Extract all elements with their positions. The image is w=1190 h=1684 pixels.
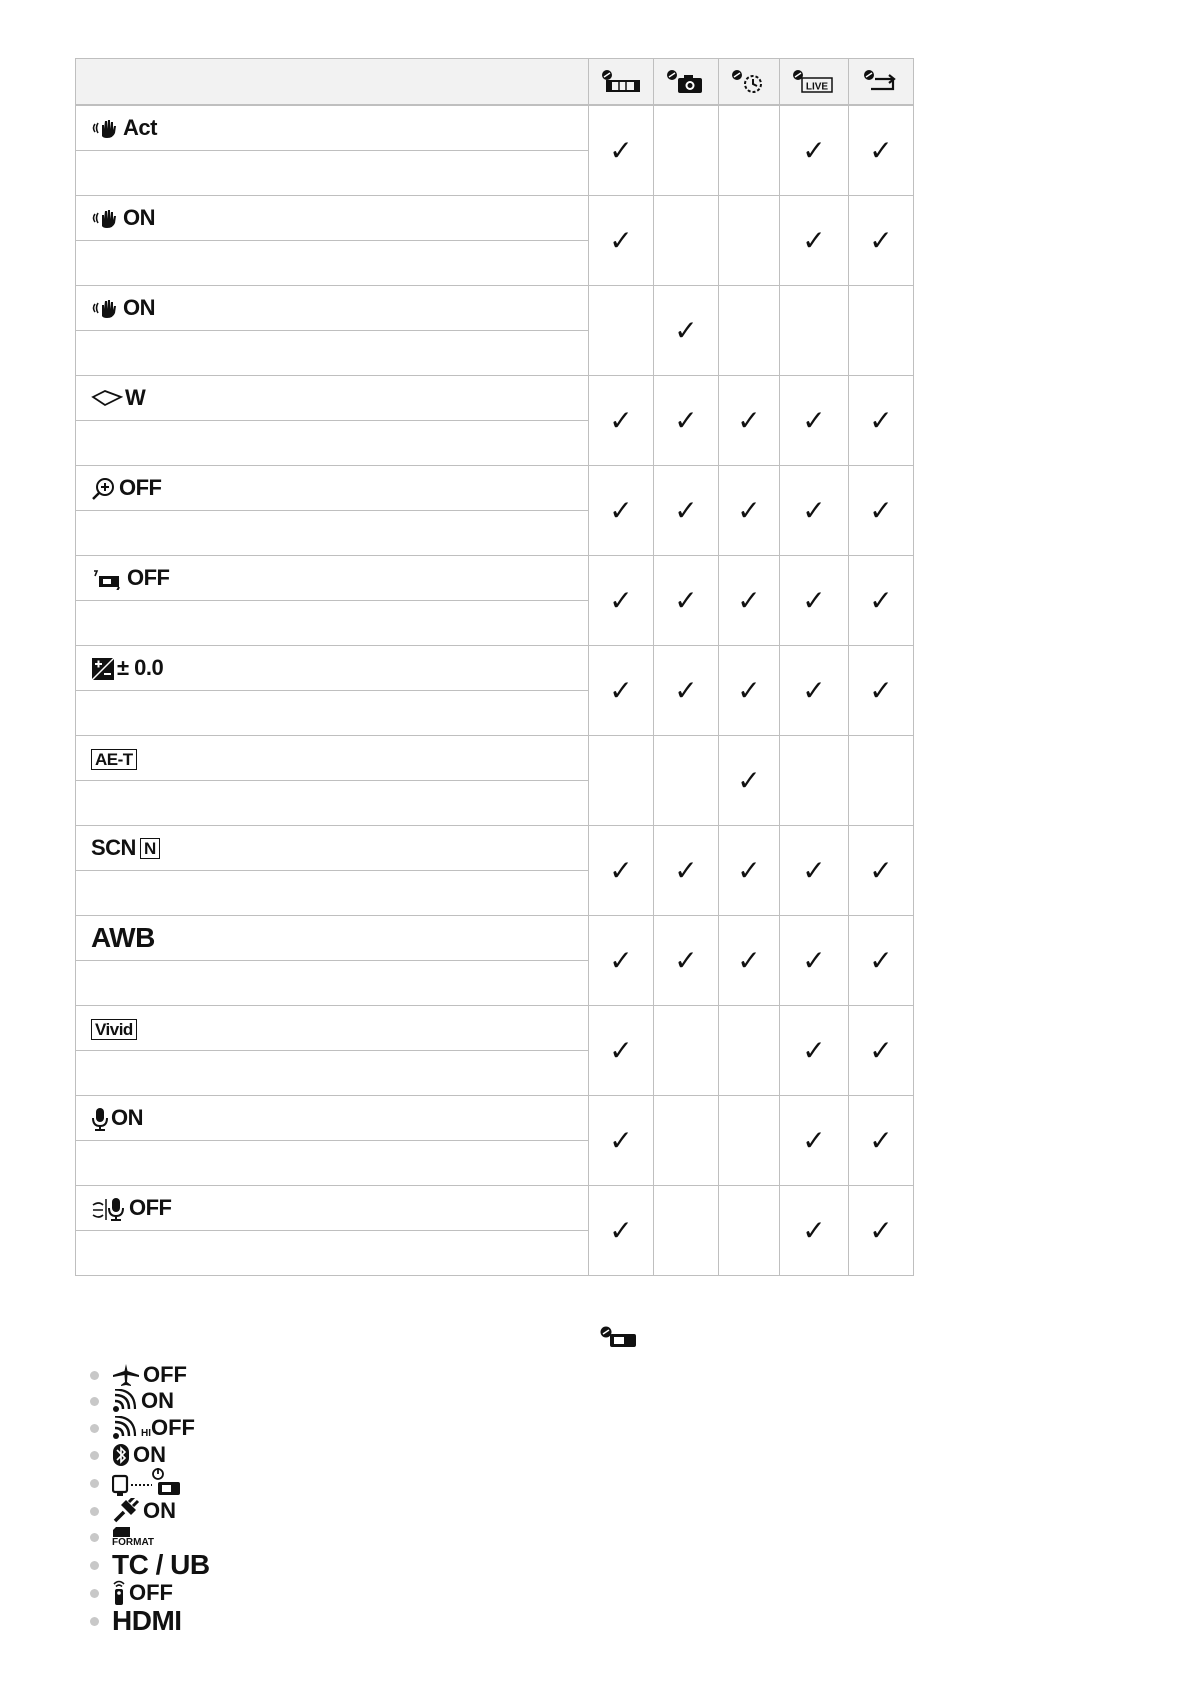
check-cell-live-streaming-mode: [780, 376, 849, 466]
check-cell-interval-photo-mode: [719, 1006, 780, 1096]
check-mark: ✓: [802, 225, 826, 256]
check-mark: ✓: [737, 585, 761, 616]
check-cell-movie-mode: [589, 826, 654, 916]
setting-value: ON: [123, 205, 155, 231]
check-cell-movie-mode: [589, 286, 654, 376]
check-cell-movie-mode: [589, 916, 654, 1006]
check-mark: ✓: [869, 135, 893, 166]
check-cell-photo-mode: [654, 1186, 719, 1276]
table-row: [76, 1186, 914, 1231]
check-cell-movie-mode: [589, 105, 654, 196]
header-photo-mode: [654, 59, 719, 106]
check-cell-photo-mode: [654, 646, 719, 736]
list-item: [88, 1414, 210, 1442]
check-mark: ✓: [674, 855, 698, 886]
check-mark: ✓: [802, 135, 826, 166]
check-cell-photo-mode: [654, 105, 719, 196]
loop-recording-icon: [849, 69, 913, 95]
check-mark: ✓: [609, 945, 633, 976]
check-cell-loop-recording-mode: [849, 1006, 914, 1096]
list-item: [88, 1468, 210, 1498]
check-cell-live-streaming-mode: [780, 646, 849, 736]
table-row: [76, 466, 914, 511]
check-mark: ✓: [609, 1035, 633, 1066]
setting-label: [76, 466, 589, 511]
check-mark: ✓: [869, 1125, 893, 1156]
check-cell-movie-mode: [589, 1096, 654, 1186]
setting-description: [76, 241, 589, 286]
setting-label: [76, 826, 589, 871]
check-cell-loop-recording-mode: [849, 826, 914, 916]
check-mark: ✓: [869, 855, 893, 886]
check-cell-loop-recording-mode: [849, 1186, 914, 1276]
setting-value: W: [125, 385, 146, 411]
list-item: [88, 1388, 210, 1414]
check-cell-photo-mode: [654, 466, 719, 556]
setting-label: [76, 556, 589, 601]
bullet-label: OFF: [129, 1580, 173, 1605]
check-cell-interval-photo-mode: [719, 1186, 780, 1276]
setting-label: [76, 1096, 589, 1141]
check-mark: ✓: [674, 585, 698, 616]
setting-label: [76, 1006, 589, 1051]
check-mark: ✓: [609, 135, 633, 166]
setting-value: AWB: [91, 922, 155, 953]
header-loop-recording-mode: [849, 59, 914, 106]
check-mark: ✓: [737, 495, 761, 526]
setting-value: OFF: [119, 475, 162, 501]
check-cell-live-streaming-mode: [780, 196, 849, 286]
setting-label: [76, 376, 589, 421]
list-item: [88, 1550, 210, 1580]
check-mark: ✓: [609, 1125, 633, 1156]
settings-table: [75, 58, 914, 1276]
photo-mode-icon: [654, 69, 718, 95]
check-cell-live-streaming-mode: [780, 1096, 849, 1186]
check-cell-live-streaming-mode: [780, 736, 849, 826]
check-mark: ✓: [869, 675, 893, 706]
flip-icon: [91, 568, 125, 590]
setting-value: OFF: [127, 565, 170, 591]
check-cell-live-streaming-mode: [780, 916, 849, 1006]
gps-icon: [112, 1498, 140, 1524]
table-row: [76, 1096, 914, 1141]
check-mark: ✓: [674, 495, 698, 526]
setting-value: Act: [123, 115, 157, 141]
steadyshot-icon: [91, 298, 121, 320]
zoom-setting-icon: [91, 477, 117, 501]
list-item: [88, 1524, 210, 1550]
check-cell-photo-mode: [654, 376, 719, 466]
check-cell-movie-mode: [589, 646, 654, 736]
setting-label: [76, 105, 589, 151]
table-row: [76, 916, 914, 961]
bullet-label: OFF: [151, 1415, 195, 1440]
check-cell-movie-mode: [589, 736, 654, 826]
list-item: [88, 1580, 210, 1606]
check-mark: ✓: [737, 855, 761, 886]
wifi-icon: [112, 1389, 138, 1413]
setting-description: [76, 601, 589, 646]
check-mark: ✓: [674, 945, 698, 976]
list-item: [88, 1442, 210, 1468]
check-cell-interval-photo-mode: [719, 916, 780, 1006]
table-row: [76, 376, 914, 421]
check-mark: ✓: [869, 1035, 893, 1066]
check-cell-interval-photo-mode: [719, 376, 780, 466]
setting-label: [76, 916, 589, 961]
interval-photo-icon: [719, 69, 779, 95]
bullet-label: TC / UB: [112, 1549, 210, 1580]
check-cell-interval-photo-mode: [719, 826, 780, 916]
check-mark: ✓: [737, 675, 761, 706]
check-mark: ✓: [737, 945, 761, 976]
check-mark: ✓: [802, 945, 826, 976]
setting-description: [76, 421, 589, 466]
check-mark: ✓: [802, 585, 826, 616]
bullet-label: ON: [133, 1442, 166, 1467]
check-cell-photo-mode: [654, 736, 719, 826]
check-mark: ✓: [802, 1125, 826, 1156]
bullet-label: HDMI: [112, 1605, 182, 1636]
table-row: [76, 646, 914, 691]
setting-value: SCN: [91, 835, 136, 861]
check-cell-interval-photo-mode: [719, 646, 780, 736]
check-mark: ✓: [737, 405, 761, 436]
table-row: [76, 826, 914, 871]
bullet-label: ON: [143, 1498, 176, 1523]
check-mark: ✓: [674, 675, 698, 706]
wifi-hi-icon: [112, 1416, 138, 1440]
angle-setting-icon: [91, 389, 123, 409]
check-mark: ✓: [609, 585, 633, 616]
check-cell-movie-mode: [589, 466, 654, 556]
setting-description: [76, 961, 589, 1006]
setting-description: [76, 331, 589, 376]
list-item: [88, 1498, 210, 1524]
camera-settings-icon: [600, 1326, 640, 1353]
header-movie-mode: [589, 59, 654, 106]
setting-description: [76, 871, 589, 916]
setting-description: [76, 691, 589, 736]
setting-description: [76, 511, 589, 556]
check-mark: ✓: [737, 765, 761, 796]
check-mark: ✓: [609, 855, 633, 886]
check-cell-loop-recording-mode: [849, 196, 914, 286]
setting-description: [76, 1231, 589, 1276]
check-mark: ✓: [674, 315, 698, 346]
setting-label: [76, 1186, 589, 1231]
airplane-icon: [112, 1363, 140, 1387]
check-cell-live-streaming-mode: [780, 556, 849, 646]
check-cell-interval-photo-mode: [719, 736, 780, 826]
check-cell-interval-photo-mode: [719, 286, 780, 376]
check-cell-movie-mode: [589, 196, 654, 286]
svg-text:LIVE: LIVE: [805, 81, 829, 92]
steadyshot-active-icon: [91, 118, 121, 140]
check-mark: ✓: [869, 405, 893, 436]
check-cell-loop-recording-mode: [849, 286, 914, 376]
check-cell-live-streaming-mode: [780, 466, 849, 556]
remote-icon: [112, 1580, 126, 1606]
setting-description: [76, 1051, 589, 1096]
check-cell-interval-photo-mode: [719, 1096, 780, 1186]
table-row: [76, 556, 914, 601]
check-cell-live-streaming-mode: [780, 286, 849, 376]
check-cell-loop-recording-mode: [849, 646, 914, 736]
check-cell-loop-recording-mode: [849, 736, 914, 826]
bullet-label: ON: [141, 1388, 174, 1413]
check-mark: ✓: [802, 675, 826, 706]
check-cell-photo-mode: [654, 1006, 719, 1096]
setting-description: [76, 781, 589, 826]
setting-label: [76, 646, 589, 691]
table-row: [76, 196, 914, 241]
check-mark: ✓: [869, 1215, 893, 1246]
check-cell-loop-recording-mode: [849, 916, 914, 1006]
check-cell-interval-photo-mode: [719, 196, 780, 286]
scene-normal-badge: N: [140, 838, 160, 859]
movie-mode-icon: [589, 69, 653, 95]
check-cell-movie-mode: [589, 1006, 654, 1096]
check-cell-photo-mode: [654, 916, 719, 1006]
setting-label: [76, 736, 589, 781]
table-row: [76, 736, 914, 781]
list-item: [88, 1606, 210, 1636]
check-cell-live-streaming-mode: [780, 826, 849, 916]
check-cell-movie-mode: [589, 376, 654, 466]
setting-value: OFF: [129, 1195, 172, 1221]
table-row: [76, 105, 914, 151]
format-label: FORMAT: [112, 1537, 155, 1548]
check-mark: ✓: [609, 1215, 633, 1246]
wifi-hi-label: HI: [141, 1428, 151, 1439]
check-mark: ✓: [609, 675, 633, 706]
ae-shift-icon: [91, 657, 115, 681]
check-cell-interval-photo-mode: [719, 105, 780, 196]
check-mark: ✓: [674, 405, 698, 436]
check-mark: ✓: [802, 1215, 826, 1246]
check-cell-interval-photo-mode: [719, 556, 780, 646]
check-mark: ✓: [802, 1035, 826, 1066]
setting-value: Vivid: [91, 1019, 137, 1040]
table-row: [76, 1006, 914, 1051]
check-mark: ✓: [802, 405, 826, 436]
setting-value: ON: [123, 295, 155, 321]
settings-bullet-list: [88, 1362, 210, 1636]
bullet-label: OFF: [143, 1362, 187, 1387]
check-cell-live-streaming-mode: [780, 1006, 849, 1096]
check-mark: ✓: [802, 495, 826, 526]
check-mark: ✓: [869, 495, 893, 526]
check-cell-live-streaming-mode: [780, 1186, 849, 1276]
setting-label: [76, 286, 589, 331]
check-cell-movie-mode: [589, 1186, 654, 1276]
check-mark: ✓: [869, 225, 893, 256]
table-header-row: [76, 59, 914, 106]
check-mark: ✓: [869, 585, 893, 616]
check-mark: ✓: [802, 855, 826, 886]
check-cell-movie-mode: [589, 556, 654, 646]
check-cell-interval-photo-mode: [719, 466, 780, 556]
check-mark: ✓: [869, 945, 893, 976]
setting-description: [76, 1141, 589, 1186]
check-mark: ✓: [609, 225, 633, 256]
header-interval-photo-mode: [719, 59, 780, 106]
list-item: [88, 1362, 210, 1388]
setting-description: [76, 151, 589, 196]
wind-noise-reduction-icon: [91, 1197, 127, 1221]
check-cell-loop-recording-mode: [849, 105, 914, 196]
table-row: [76, 286, 914, 331]
check-cell-loop-recording-mode: [849, 556, 914, 646]
check-mark: ✓: [609, 495, 633, 526]
bluetooth-icon: [112, 1443, 130, 1467]
check-cell-photo-mode: [654, 1096, 719, 1186]
check-cell-loop-recording-mode: [849, 376, 914, 466]
check-cell-live-streaming-mode: [780, 105, 849, 196]
setting-value: ON: [111, 1105, 143, 1131]
steadyshot-icon: [91, 208, 121, 230]
setting-label: [76, 196, 589, 241]
check-cell-photo-mode: [654, 556, 719, 646]
setting-value: AE-T: [91, 749, 137, 770]
live-streaming-icon: [780, 69, 848, 95]
check-cell-photo-mode: [654, 196, 719, 286]
setting-value: ± 0.0: [117, 655, 164, 681]
check-cell-photo-mode: [654, 286, 719, 376]
check-cell-loop-recording-mode: [849, 1096, 914, 1186]
check-cell-loop-recording-mode: [849, 466, 914, 556]
power-link-icon: [112, 1468, 184, 1498]
header-blank: [76, 59, 589, 106]
check-cell-photo-mode: [654, 826, 719, 916]
header-live-streaming-mode: [780, 59, 849, 106]
microphone-icon: [91, 1107, 109, 1131]
check-mark: ✓: [609, 405, 633, 436]
